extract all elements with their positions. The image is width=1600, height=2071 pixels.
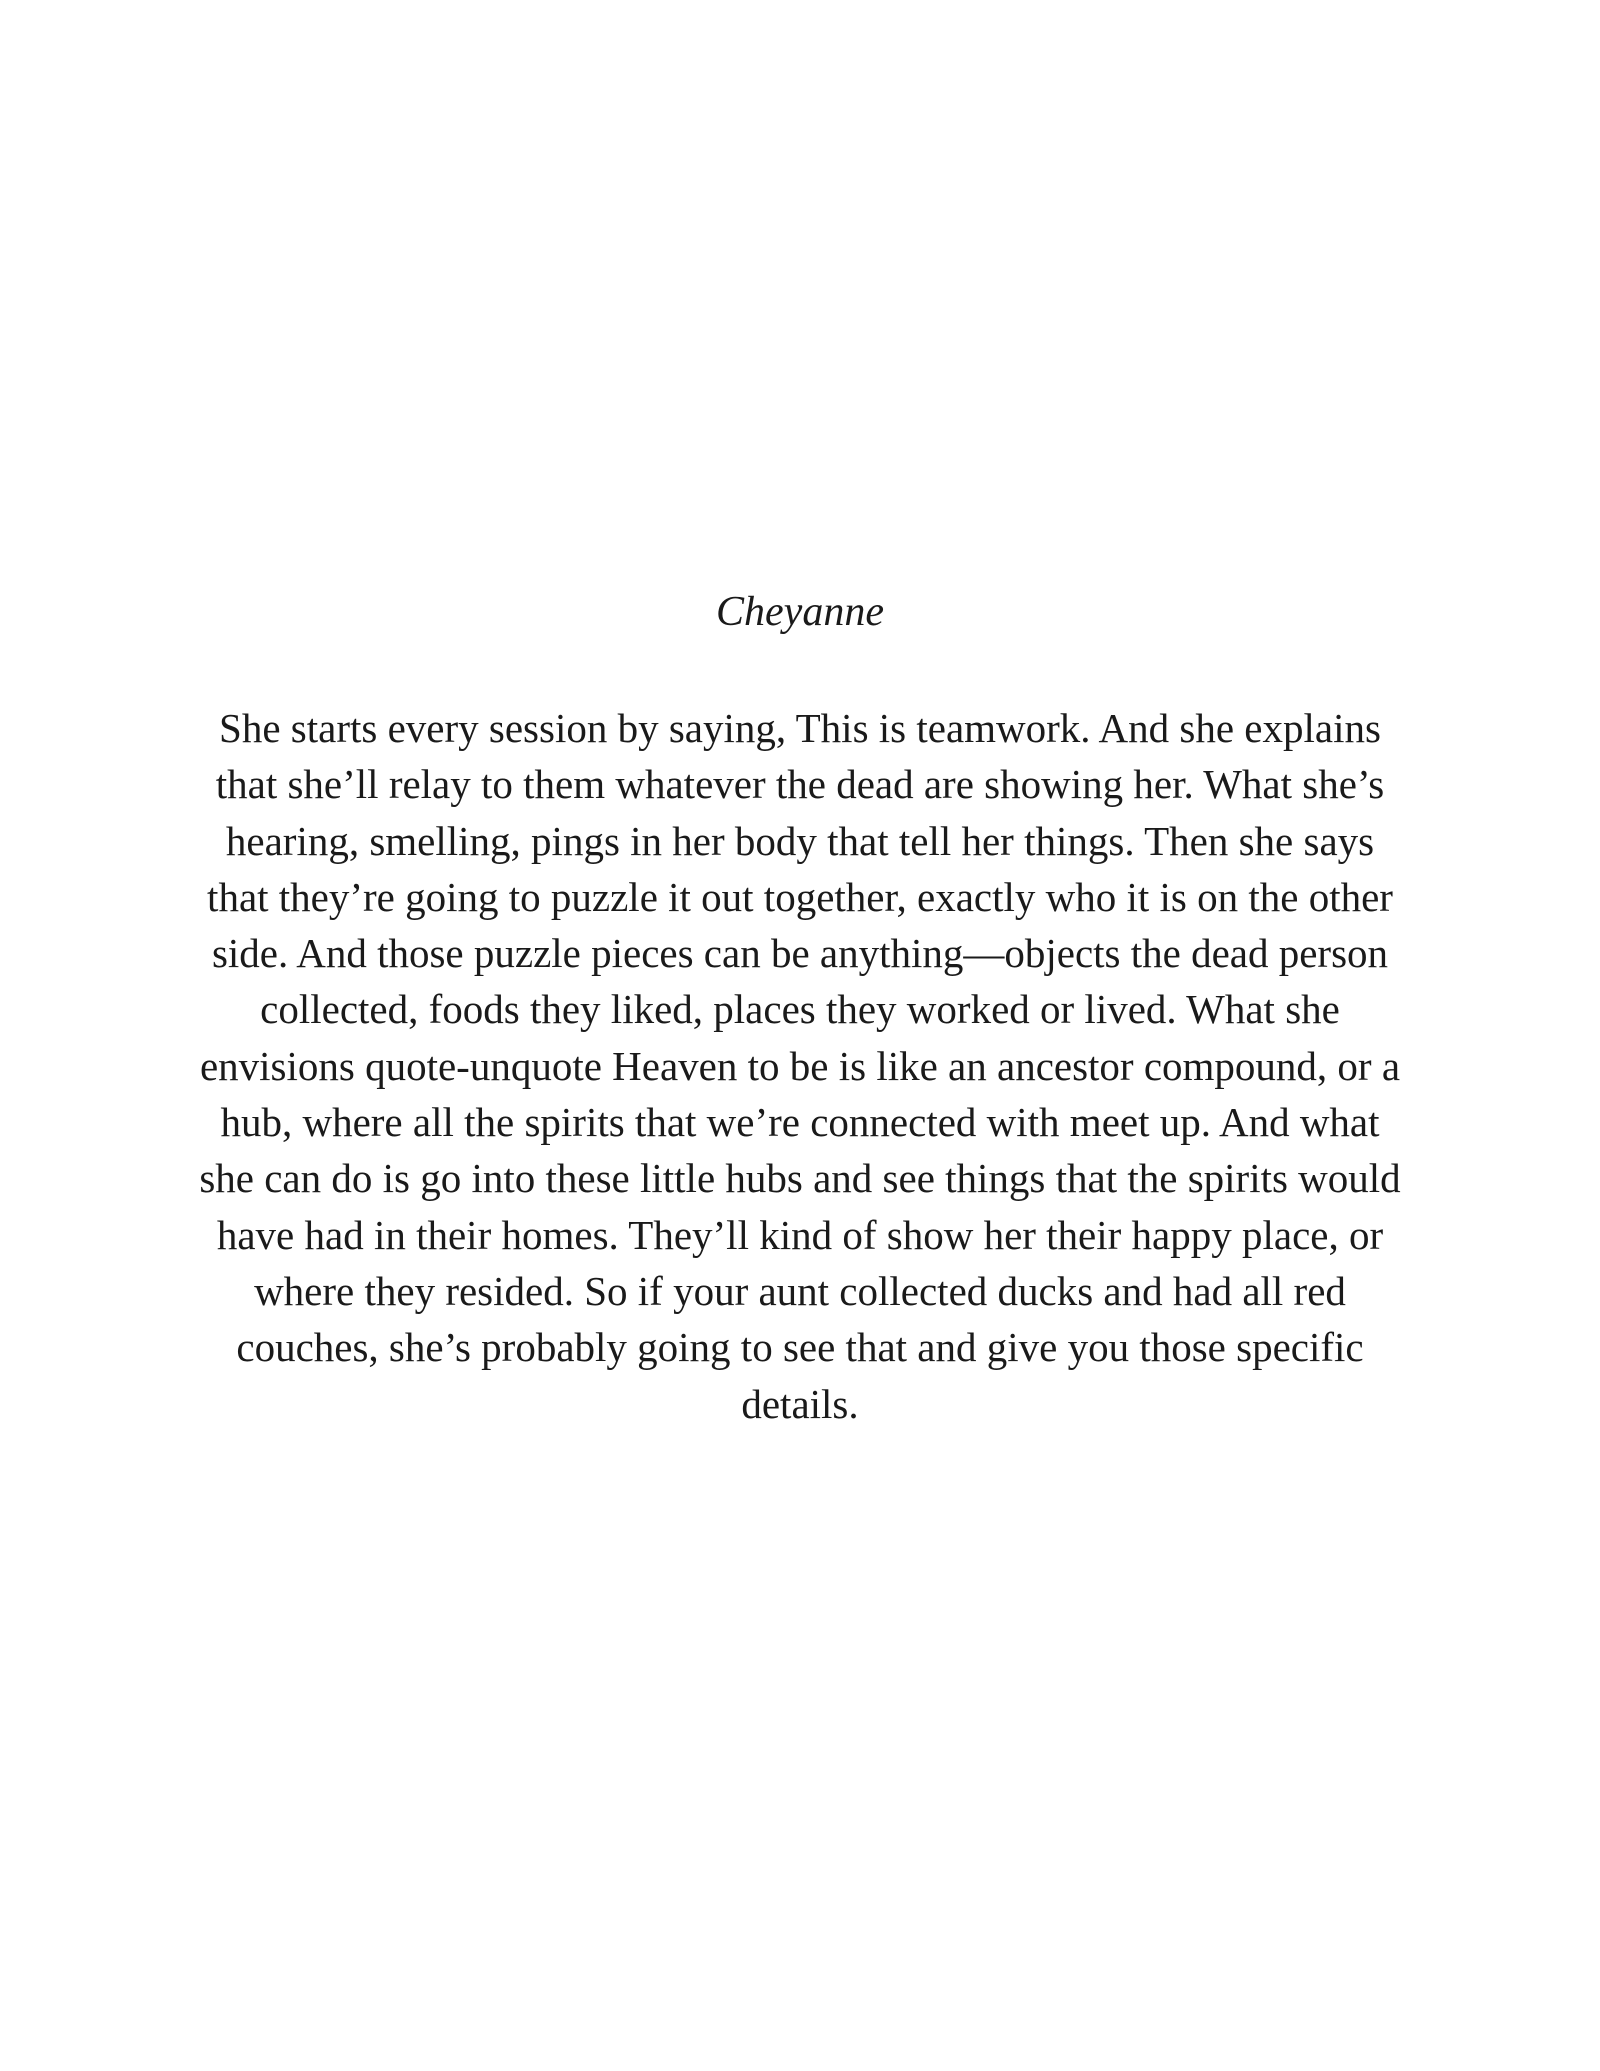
paragraph-line: She starts every session by saying, This is teamwork. And she explains: [219, 705, 1381, 751]
paragraph-line: that they’re going to puzzle it out together, exactly who it is on the other: [207, 873, 1393, 920]
paragraph-line: hearing, smelling, pings in her body that tell her things. Then she says: [225, 817, 1375, 864]
paragraph-line: envisions quote-unquote Heaven to be is like an ancestor compound, or a: [199, 1042, 1401, 1089]
paragraph-line: she can do is go into these little hubs and see things that the spirits would: [199, 1155, 1401, 1202]
paragraph-line: collected, foods they liked, places they worked or lived. What she: [260, 986, 1340, 1033]
paragraph-line: have had in their homes. They’ll kind of show her their happy place, or: [216, 1211, 1384, 1258]
paragraph-line: that she’ll relay to them whatever the dead are showing her. What she’s: [215, 761, 1385, 808]
paragraph-line: details.: [741, 1380, 859, 1427]
section-title: Cheyanne: [716, 589, 884, 635]
paragraph-line: side. And those puzzle pieces can be anything—objects the dead person: [211, 930, 1389, 977]
paragraph-line: hub, where all the spirits that we’re connected with meet up. And what: [220, 1099, 1380, 1146]
paragraph-line: where they resided. So if your aunt collected ducks and had all red: [254, 1267, 1346, 1314]
paragraph-line: couches, she’s probably going to see that and give you those specific: [236, 1324, 1364, 1371]
body-paragraph: [100, 700, 1500, 1432]
